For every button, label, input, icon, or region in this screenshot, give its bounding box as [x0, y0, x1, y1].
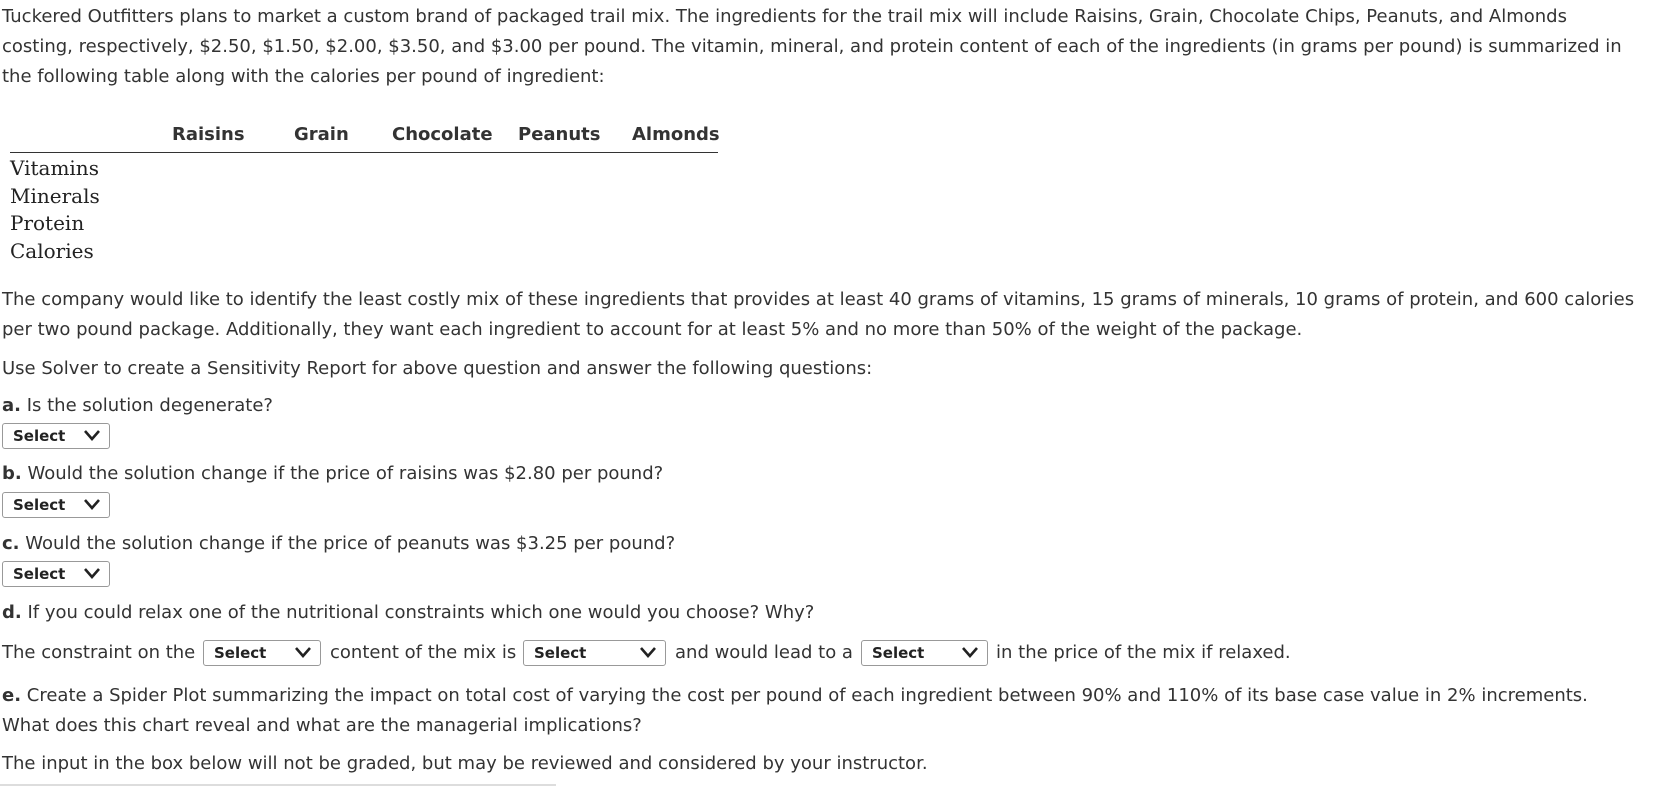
instruction-text: Use Solver to create a Sensitivity Report for above question and answer the following questions: — [2, 358, 873, 379]
row-label-minerals: Minerals — [10, 184, 100, 208]
requirements-line-2: per two pound package. Additionally, they want each ingredient to account for at least 5% and no more than 50% of the weight of the package. — [2, 319, 1303, 340]
table-header-rule — [10, 152, 718, 153]
question-d-letter: d. — [2, 602, 22, 623]
question-b-letter: b. — [2, 463, 22, 484]
question-c-text: Would the solution change if the price of peanuts was $3.25 per pound? — [25, 533, 676, 554]
question-e-line-1: Create a Spider Plot summarizing the impact on total cost of varying the cost per pound of each ingredient between 90% and 110% of its base case value in 2% increments. — [26, 685, 1588, 706]
col-header-almonds: Almonds — [632, 124, 720, 145]
nutrient-select[interactable] — [203, 640, 321, 666]
price-change-select-value: Select — [872, 644, 925, 662]
question-b — [2, 462, 663, 486]
col-header-grain: Grain — [294, 124, 349, 145]
price-change-select[interactable] — [861, 640, 988, 666]
question-a-letter: a. — [2, 395, 21, 416]
chevron-down-icon — [83, 496, 101, 512]
requirements-line-1: The company would like to identify the least costly mix of these ingredients that provides at least 40 grams of vitamins, 15 grams of minerals, 10 grams of protein, and 600 calories — [2, 289, 1635, 310]
question-c-select-value: Select — [13, 565, 66, 583]
requirements-paragraph — [2, 285, 1634, 345]
question-a-select-value: Select — [13, 427, 66, 445]
question-e — [2, 681, 1588, 741]
constraint-status-select[interactable] — [523, 640, 666, 666]
chevron-down-icon — [639, 644, 657, 660]
question-c-letter: c. — [2, 533, 20, 554]
question-b-select-value: Select — [13, 496, 66, 514]
chevron-down-icon — [961, 644, 979, 660]
row-label-calories: Calories — [10, 239, 94, 263]
intro-paragraph — [2, 2, 1622, 92]
question-b-text: Would the solution change if the price of raisins was $2.80 per pound? — [27, 463, 664, 484]
chevron-down-icon — [83, 565, 101, 581]
question-c-select[interactable] — [2, 561, 110, 587]
chevron-down-icon — [294, 644, 312, 660]
question-b-select[interactable] — [2, 492, 110, 518]
intro-line-3: the following table along with the calories per pound of ingredient: — [2, 66, 605, 87]
question-d-part-2: content of the mix is — [330, 642, 517, 663]
col-header-chocolate: Chocolate — [392, 124, 493, 145]
question-d-text: If you could relax one of the nutritional constraints which one would you choose? Why? — [27, 602, 815, 623]
question-d-part-3: and would lead to a — [675, 642, 853, 663]
intro-line-1: Tuckered Outfitters plans to market a custom brand of packaged trail mix. The ingredients for the trail mix will include Raisins, Grain, Chocolate Chips, Peanuts, and Almonds — [2, 6, 1567, 27]
question-a-text: Is the solution degenerate? — [26, 395, 273, 416]
question-c — [2, 532, 675, 556]
question-d-part-4: in the price of the mix if relaxed. — [996, 642, 1291, 663]
col-header-raisins: Raisins — [172, 124, 245, 145]
intro-line-2: costing, respectively, $2.50, $1.50, $2.00, $3.50, and $3.00 per pound. The vitamin, mineral, and protein content of each of the ingredients (in grams per pound) is summarized in — [2, 36, 1622, 57]
question-a — [2, 394, 273, 418]
row-label-vitamins: Vitamins — [10, 156, 99, 180]
question-d — [2, 601, 814, 625]
col-header-peanuts: Peanuts — [518, 124, 601, 145]
nutrient-select-value: Select — [214, 644, 267, 662]
footer-note: The input in the box below will not be graded, but may be reviewed and considered by your instructor. — [2, 753, 928, 774]
constraint-status-select-value: Select — [534, 644, 587, 662]
question-a-select[interactable] — [2, 423, 110, 449]
question-e-letter: e. — [2, 685, 22, 706]
row-label-protein: Protein — [10, 211, 85, 235]
question-d-part-1: The constraint on the — [2, 642, 196, 663]
question-e-line-2: What does this chart reveal and what are the managerial implications? — [2, 715, 642, 736]
chevron-down-icon — [83, 427, 101, 443]
